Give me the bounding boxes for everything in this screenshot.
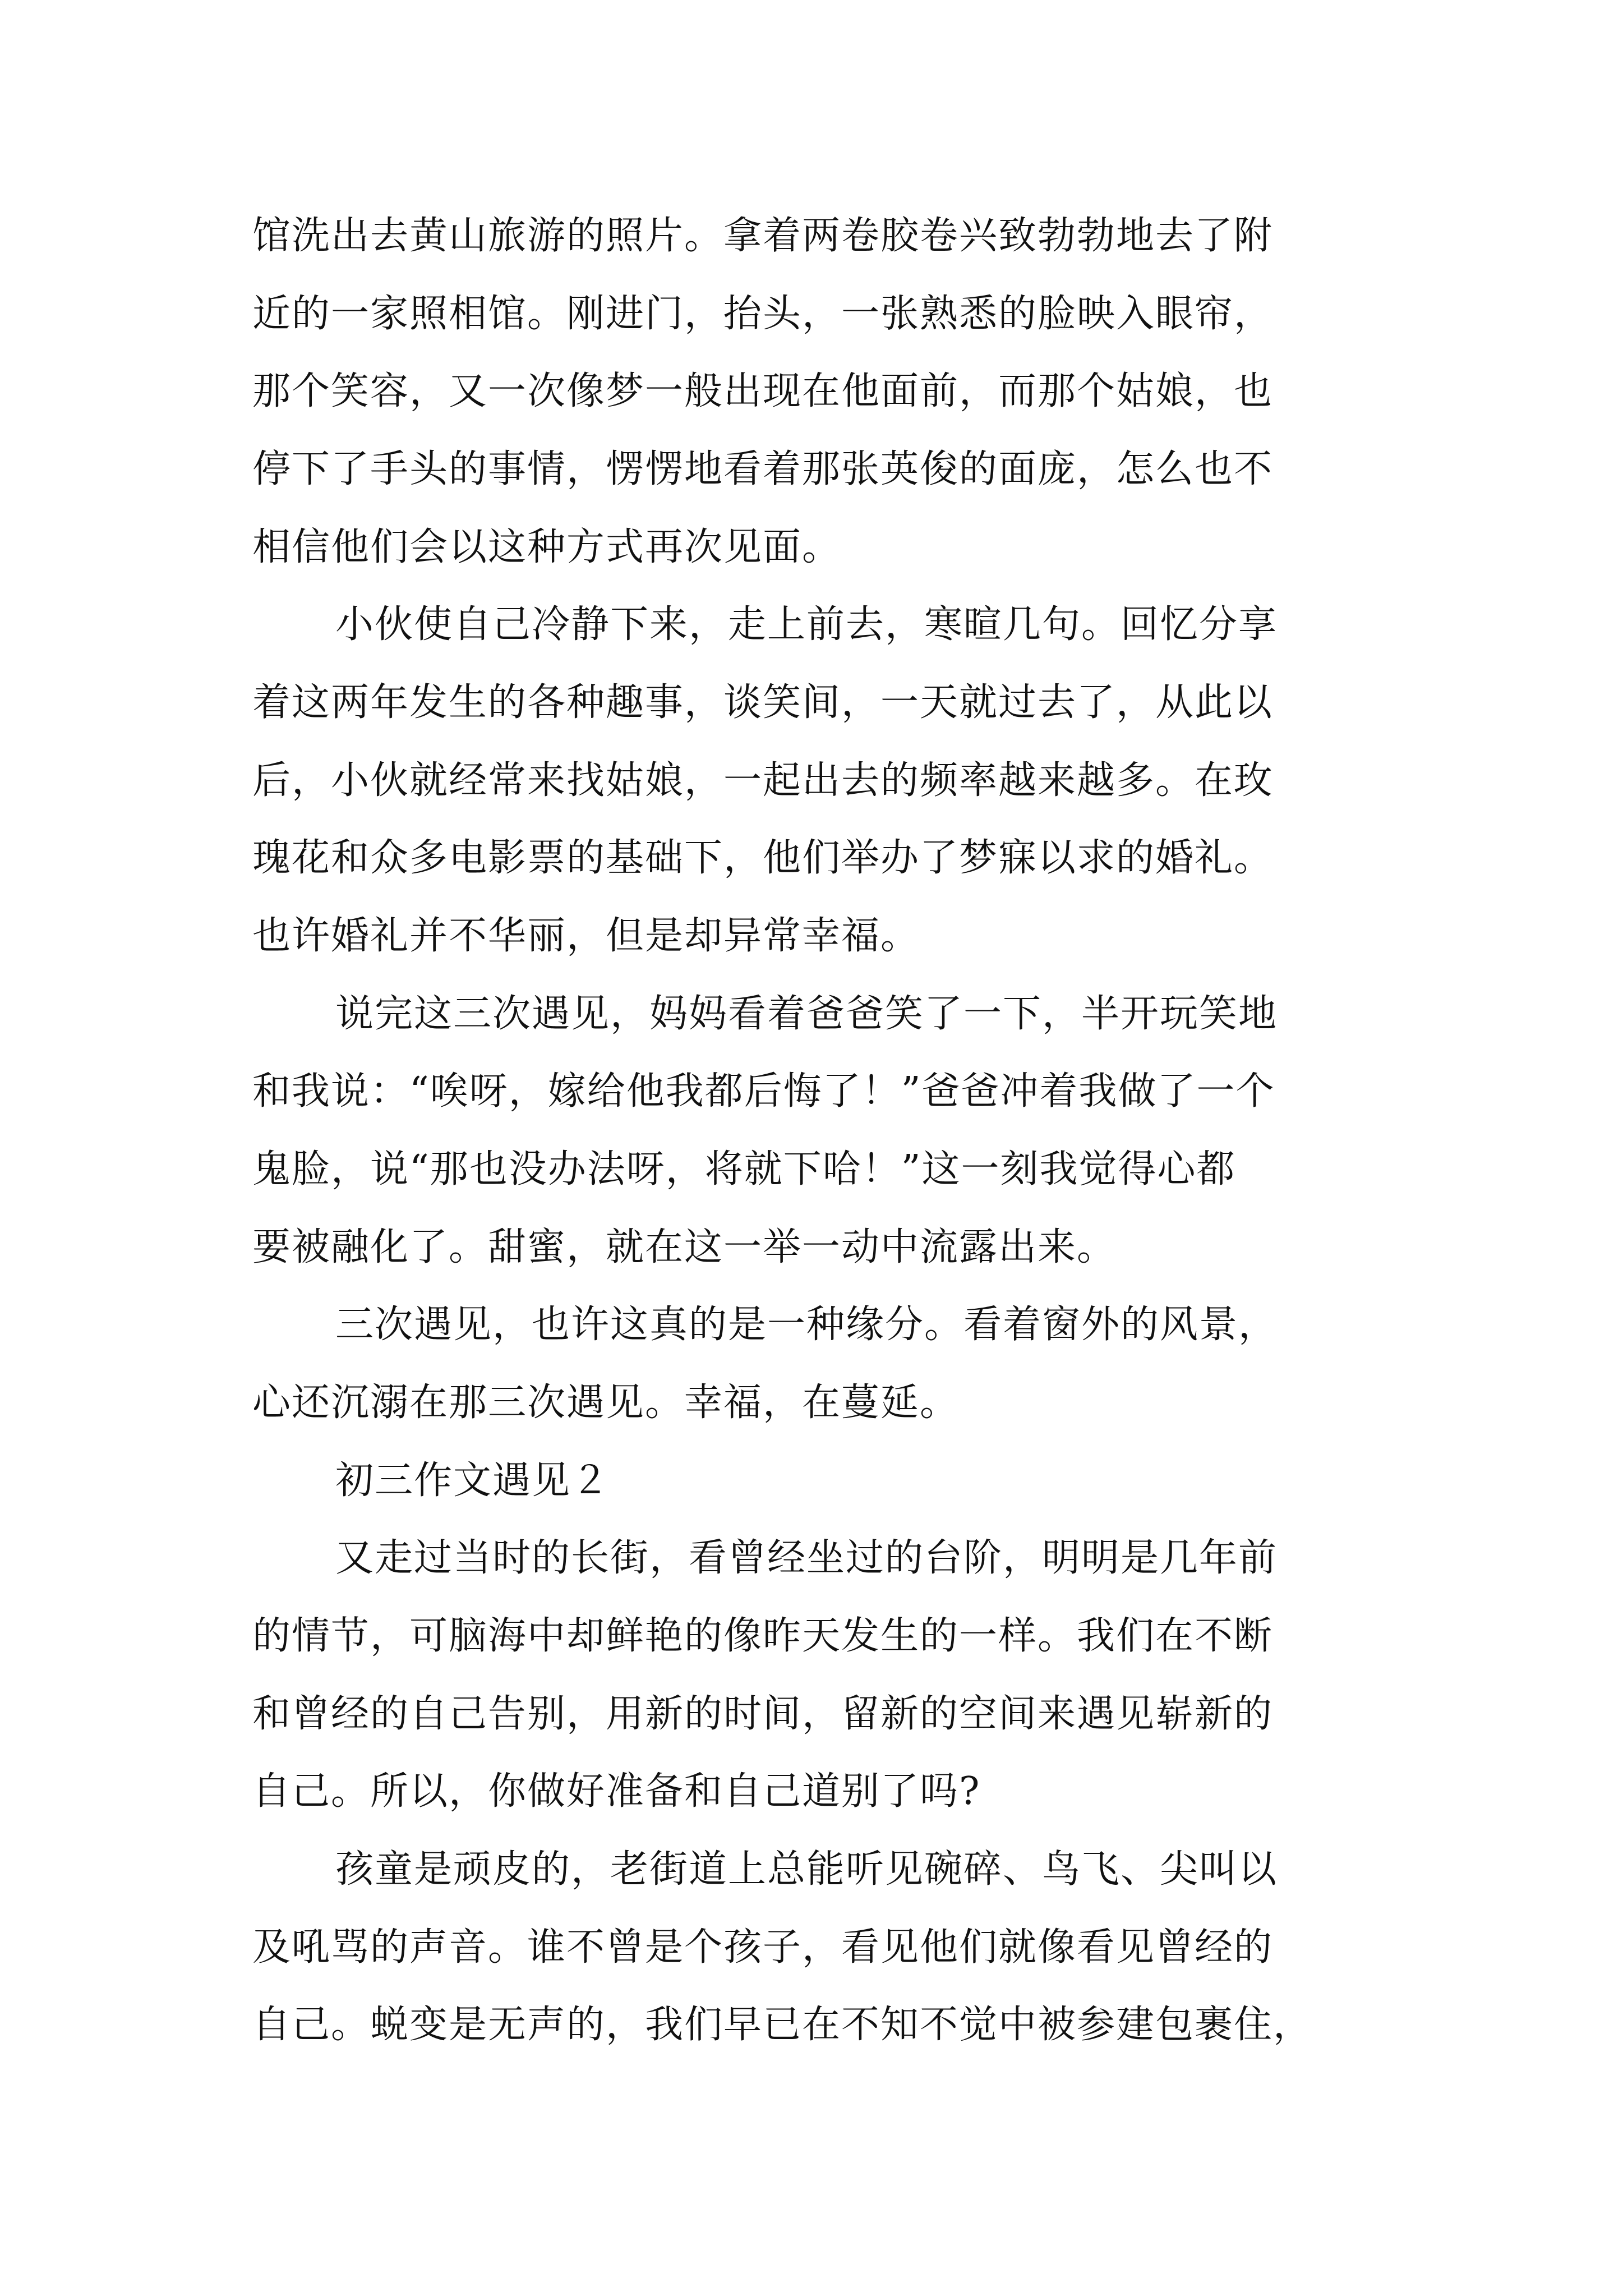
text-line: 鬼脸，说“那也没办法呀，将就下哈！”这一刻我觉得心都: [252, 1147, 1236, 1191]
paragraph-first-line: 小伙使自己冷静下来，走上前去，寒暄几句。回忆分享: [335, 602, 1278, 647]
text-line: 心还沉溺在那三次遇见。幸福，在蔓延。: [252, 1381, 960, 1425]
text-line: 和曾经的自己告别，用新的时间，留新的空间来遇见崭新的: [252, 1692, 1274, 1736]
text-line: 也许婚礼并不华丽，但是却异常幸福。: [252, 914, 920, 958]
paragraph-first-line: 又走过当时的长街，看曾经坐过的台阶，明明是几年前: [335, 1536, 1278, 1580]
text-line: 相信他们会以这种方式再次见面。: [252, 525, 842, 569]
text-line: 瑰花和众多电影票的基础下，他们举办了梦寐以求的婚礼。: [252, 836, 1274, 880]
text-line: 后，小伙就经常来找姑娘，一起出去的频率越来越多。在玫: [252, 758, 1274, 803]
text-line: 自己。蜕变是无声的，我们早已在不知不觉中被参建包裹住，: [252, 2003, 1313, 2047]
text-line: 着这两年发生的各种趣事，谈笑间，一天就过去了，从此以: [252, 680, 1274, 725]
section-title: 初三作文遇见２: [335, 1458, 611, 1503]
text-line: 馆洗出去黄山旅游的照片。拿着两卷胶卷兴致勃勃地去了附: [252, 214, 1274, 258]
text-line: 近的一家照相馆。刚进门，抬头，一张熟悉的脸映入眼帘，: [252, 292, 1274, 336]
paragraph-first-line: 说完这三次遇见，妈妈看着爸爸笑了一下，半开玩笑地: [335, 992, 1278, 1036]
text-line: 的情节，可脑海中却鲜艳的像昨天发生的一样。我们在不断: [252, 1614, 1274, 1658]
paragraph-first-line: 孩童是顽皮的，老街道上总能听见碗碎、鸟飞、尖叫以: [335, 1847, 1278, 1892]
paragraph-first-line: 三次遇见，也许这真的是一种缘分。看着窗外的风景，: [335, 1303, 1278, 1347]
text-line: 停下了手头的事情，愣愣地看着那张英俊的面庞，怎么也不: [252, 447, 1274, 491]
text-line: 和我说：“唉呀，嫁给他我都后悔了！”爸爸冲着我做了一个: [252, 1069, 1275, 1114]
text-line: 及吼骂的声音。谁不曾是个孩子，看见他们就像看见曾经的: [252, 1925, 1274, 1970]
text-line: 自己。所以，你做好准备和自己道别了吗?: [252, 1769, 981, 1814]
text-line: 要被融化了。甜蜜，就在这一举一动中流露出来。: [252, 1225, 1117, 1269]
text-line: 那个笑容，又一次像梦一般出现在他面前，而那个姑娘，也: [252, 369, 1274, 413]
